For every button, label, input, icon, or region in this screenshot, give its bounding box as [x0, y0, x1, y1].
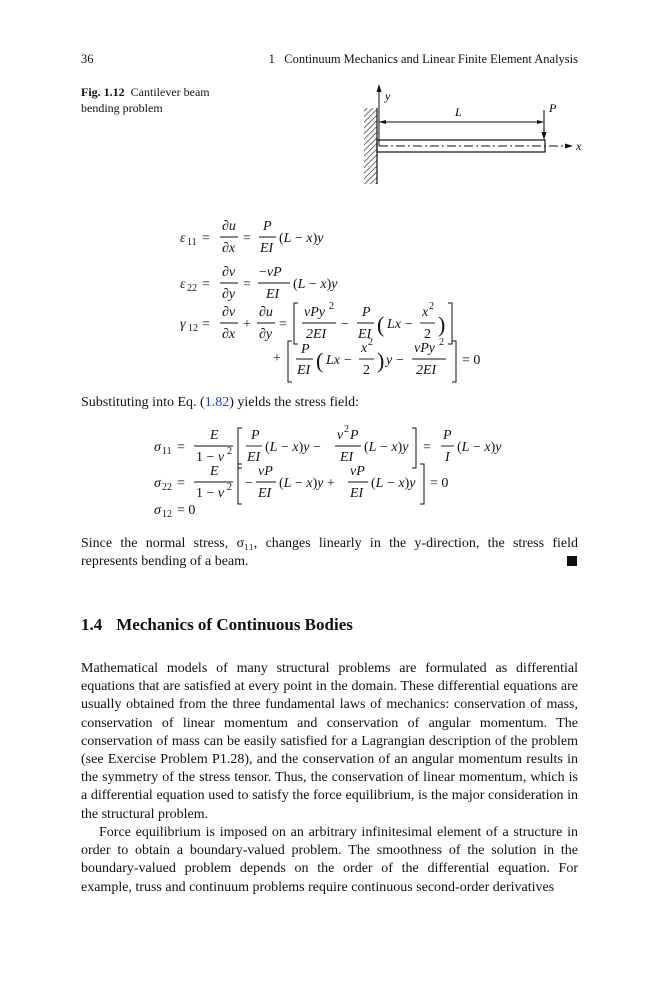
svg-text:P: P — [362, 305, 371, 320]
svg-text:Lx: Lx — [326, 353, 340, 368]
svg-text:−: − — [396, 353, 404, 368]
y-axis-label: y — [385, 89, 391, 103]
svg-text:= 0: = 0 — [177, 503, 196, 518]
substituting-text-end: ) yields the stress field: — [229, 395, 360, 410]
svg-text:EI: EI — [358, 327, 372, 342]
stress-equations — [0, 425, 660, 525]
svg-text:EI: EI — [266, 287, 280, 302]
svg-text:P: P — [251, 428, 260, 443]
page-number: 36 — [81, 52, 94, 66]
svg-text:∂x: ∂x — [222, 327, 236, 342]
svg-text:ε: ε — [180, 231, 186, 246]
figure-caption-text: Cantilever beam bending problem — [81, 85, 210, 115]
svg-text:∂x: ∂x — [222, 241, 236, 256]
svg-text:−νP: −νP — [259, 265, 282, 280]
svg-text:σ: σ — [154, 440, 161, 455]
conclusion-line-2: represents bending of a beam. — [81, 554, 249, 569]
svg-text:(L − x)y −: (L − x)y − — [265, 440, 321, 455]
svg-text:2: 2 — [363, 363, 370, 378]
section-paragraph-1 — [81, 660, 578, 824]
svg-text:=: = — [177, 440, 185, 455]
svg-text:): ) — [377, 348, 385, 373]
svg-text:=: = — [243, 277, 251, 292]
svg-text:(L − x)y: (L − x)y — [279, 231, 324, 246]
svg-text:x: x — [361, 341, 368, 356]
svg-text:=: = — [202, 231, 210, 246]
figure-label: Fig. 1.12 — [81, 85, 125, 99]
svg-text:+: + — [273, 351, 281, 366]
svg-text:EI: EI — [260, 241, 274, 256]
load-label: P — [549, 101, 557, 115]
svg-text:P: P — [443, 428, 452, 443]
svg-text:P: P — [301, 342, 310, 357]
svg-text:=: = — [177, 476, 185, 491]
equation-reference-link[interactable]: 1.82 — [204, 395, 230, 410]
svg-text:=: = — [279, 317, 287, 332]
svg-text:2: 2 — [329, 301, 334, 312]
svg-text:=: = — [202, 317, 210, 332]
svg-text:νP: νP — [258, 464, 273, 479]
cantilever-beam-figure — [355, 80, 595, 192]
section-title: Mechanics of Continuous Bodies — [116, 615, 353, 634]
svg-text:∂v: ∂v — [222, 265, 236, 280]
conclusion-paragraph-line2 — [81, 553, 578, 571]
running-head: 1 Continuum Mechanics and Linear Finite Element Analysis — [268, 52, 578, 66]
svg-text:∂v: ∂v — [222, 305, 236, 320]
conclusion-paragraph — [81, 535, 578, 553]
svg-text:2: 2 — [368, 337, 373, 348]
svg-text:−: − — [405, 317, 413, 332]
svg-text:−: − — [245, 476, 253, 491]
substituting-text: Substituting into Eq. ( — [81, 395, 205, 410]
svg-text:=: = — [243, 231, 251, 246]
svg-text:σ: σ — [154, 503, 161, 518]
svg-text:=: = — [423, 440, 431, 455]
svg-text:∂u: ∂u — [222, 219, 236, 234]
svg-text:= 0: = 0 — [430, 476, 449, 491]
svg-text:1 − ν: 1 − ν — [196, 450, 225, 465]
svg-text:2EI: 2EI — [416, 363, 437, 378]
end-of-example-mark — [567, 556, 577, 566]
svg-text:11: 11 — [187, 237, 197, 248]
svg-text:(L − x)y: (L − x)y — [457, 440, 502, 455]
svg-text:γ: γ — [180, 317, 186, 332]
svg-text:ν: ν — [337, 428, 344, 443]
svg-text:E: E — [210, 428, 219, 443]
svg-text:(: ( — [377, 312, 385, 337]
svg-text:x: x — [422, 305, 429, 320]
svg-text:2: 2 — [344, 425, 349, 435]
svg-text:(: ( — [316, 348, 324, 373]
svg-text:EI: EI — [247, 450, 261, 465]
figure-caption — [81, 84, 241, 116]
section-paragraph-2 — [81, 824, 578, 897]
svg-text:EI: EI — [258, 486, 272, 501]
length-label: L — [455, 105, 462, 119]
section-paragraph-2-text: Force equilibrium is imposed on an arbitrary infinitesimal element of a structure in order to obtain a boundary-valued problem. The smoothness of the solution in the boundary-valued problem depends on the order of the differential equation. For example, truss and continuum problems require continuous second-order derivatives — [81, 825, 578, 895]
svg-text:12: 12 — [162, 509, 172, 520]
svg-text:(L − x)y: (L − x)y — [293, 277, 338, 292]
svg-text:2: 2 — [227, 446, 232, 457]
svg-text:(L − x)y: (L − x)y — [371, 476, 416, 491]
svg-text:(L − x)y: (L − x)y — [364, 440, 409, 455]
svg-text:Lx: Lx — [387, 317, 401, 332]
svg-text:∂u: ∂u — [259, 305, 273, 320]
strain-equations — [0, 215, 660, 385]
svg-text:12: 12 — [188, 323, 198, 334]
section-number: 1.4 — [81, 615, 103, 634]
svg-text:−: − — [344, 353, 352, 368]
svg-text:νPy: νPy — [304, 305, 325, 320]
section-heading — [81, 615, 353, 635]
fixed-wall — [364, 108, 377, 184]
svg-text:11: 11 — [162, 446, 172, 457]
svg-text:2: 2 — [439, 337, 444, 348]
svg-text:νPy: νPy — [414, 341, 435, 356]
svg-text:= 0: = 0 — [462, 353, 481, 368]
svg-text:P: P — [263, 219, 272, 234]
svg-text:σ: σ — [154, 476, 161, 491]
svg-text:2: 2 — [227, 482, 232, 493]
svg-text:=: = — [202, 277, 210, 292]
svg-text:(L − x)y +: (L − x)y + — [279, 476, 335, 491]
svg-text:2EI: 2EI — [306, 327, 327, 342]
svg-text:E: E — [210, 464, 219, 479]
svg-text:EI: EI — [297, 363, 311, 378]
svg-text:+: + — [243, 317, 251, 332]
svg-text:I: I — [445, 450, 450, 465]
x-axis-label: x — [576, 139, 582, 153]
substituting-paragraph — [81, 394, 578, 412]
conclusion-line-1: Since the normal stress, σ₁₁, changes linearly in the y-direction, the stress field — [81, 536, 578, 551]
svg-text:2: 2 — [429, 301, 434, 312]
svg-text:22: 22 — [187, 283, 197, 294]
svg-text:∂y: ∂y — [259, 327, 273, 342]
svg-text:22: 22 — [162, 482, 172, 493]
svg-text:y: y — [386, 353, 393, 368]
svg-text:1 − ν: 1 − ν — [196, 486, 225, 501]
svg-text:ε: ε — [180, 277, 186, 292]
svg-text:∂y: ∂y — [222, 287, 236, 302]
section-paragraph-1-text: Mathematical models of many structural problems are formulated as differential equations that are satisfied at every point in the domain. These differential equations are usually obtained from the three fundamental laws of mechanics: conservation of mass, conservation of linear momentum and conservation of angular momentum. The conservation of mass can be easily satisfied for a Lagrangian description of the problem (see Exercise Problem P1.28), and the conservation of an angular momentum results in the symmetry of the stress tensor. Thus, the conservation of linear momentum, which is a differential equation used to satisfy the force equilibrium, is the major consideration in the structural problem. — [81, 661, 578, 822]
svg-text:EI: EI — [340, 450, 354, 465]
svg-text:νP: νP — [350, 464, 365, 479]
svg-text:2: 2 — [424, 327, 431, 342]
svg-text:P: P — [350, 428, 359, 443]
svg-text:): ) — [438, 312, 446, 337]
svg-text:EI: EI — [350, 486, 364, 501]
svg-text:−: − — [341, 317, 349, 332]
